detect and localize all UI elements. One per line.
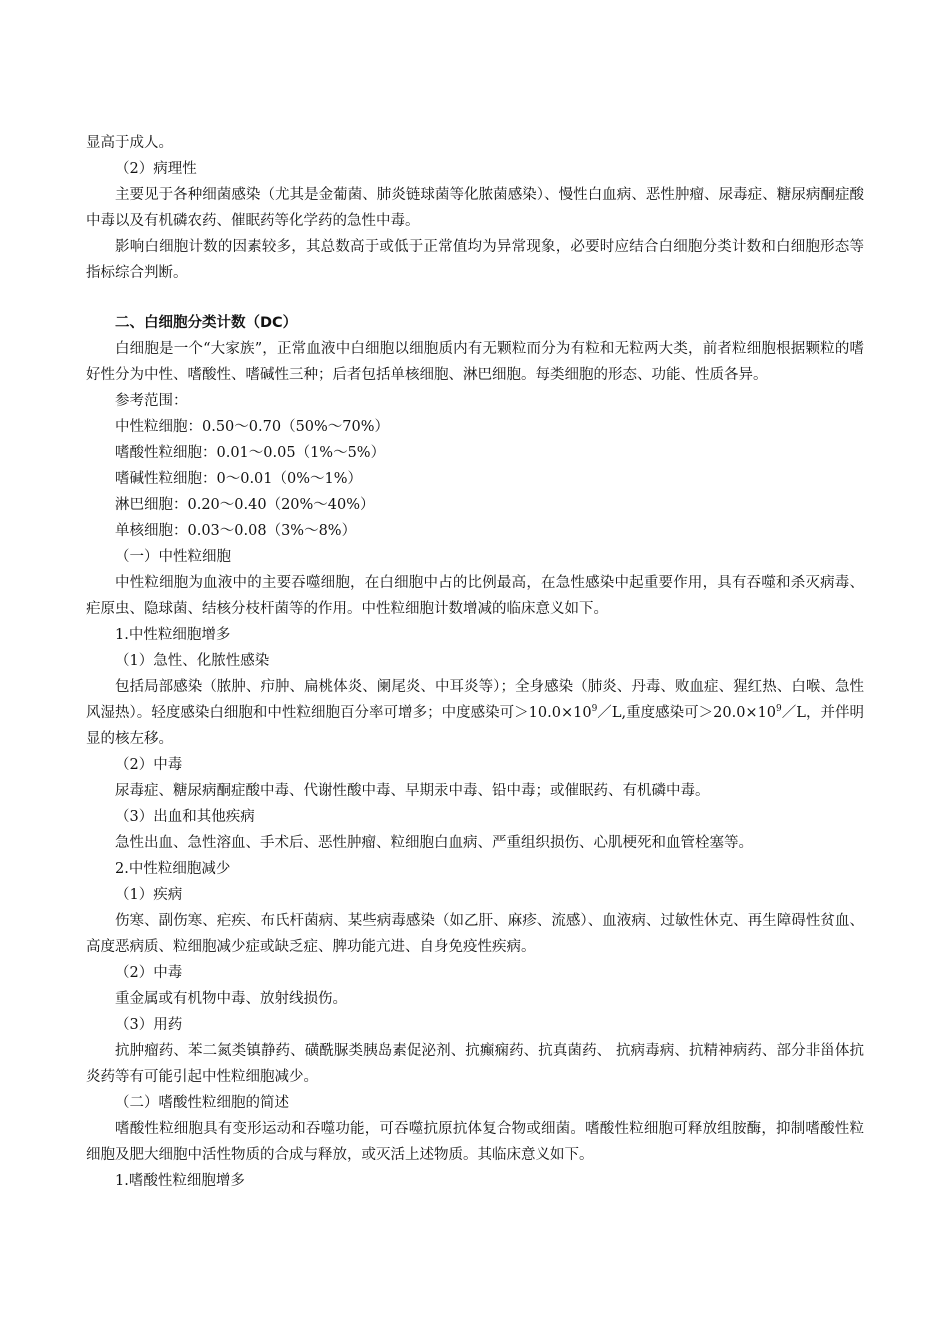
paragraph: 影响白细胞计数的因素较多，其总数高于或低于正常值均为异常现象，必要时应结合白细胞分类计数和白细胞形态等指标综合判断。 (86, 239, 864, 281)
paragraph: 中性粒细胞为血液中的主要吞噬细胞，在白细胞中占的比例最高，在急性感染中起重要作用，具有吞噬和杀灭病毒、疟原虫、隐球菌、结核分枝杆菌等的作用。中性粒细胞计数增减的临床意义如下。 (86, 575, 864, 617)
paragraph: 伤寒、副伤寒、疟疾、布氏杆菌病、某些病毒感染（如乙肝、麻疹、流感）、血液病、过敏性休克、再生障碍性贫血、高度恶病质、粒细胞减少症或缺乏症、脾功能亢进、自身免疫性疾病。 (86, 913, 864, 955)
paragraph: （一）中性粒细胞 (115, 549, 231, 565)
paragraph: 淋巴细胞：0.20～0.40（20%～40%） (115, 497, 375, 513)
paragraph: （2）中毒 (115, 757, 183, 773)
paragraph: 抗肿瘤药、苯二氮类镇静药、磺酰脲类胰岛素促泌剂、抗癫痫药、抗真菌药、 抗病毒病、抗精神病药、部分非甾体抗炎药等有可能引起中性粒细胞减少。 (86, 1043, 864, 1085)
paragraph: 中性粒细胞：0.50～0.70（50%～70%） (115, 419, 390, 435)
superscript: 9 (591, 704, 598, 714)
paragraph: 急性出血、急性溶血、手术后、恶性肿瘤、粒细胞白血病、严重组织损伤、心肌梗死和血管栓塞等。 (115, 835, 753, 851)
paragraph: 2.中性粒细胞减少 (115, 861, 231, 877)
paragraph: 嗜碱性粒细胞：0～0.01（0%～1%） (115, 471, 363, 487)
paragraph: （二）嗜酸性粒细胞的简述 (115, 1095, 289, 1111)
paragraph: 显高于成人。 (86, 135, 173, 151)
section-heading: 二、白细胞分类计数（DC） (115, 315, 298, 331)
paragraph: （1）急性、化脓性感染 (115, 653, 270, 669)
superscript: 9 (776, 704, 782, 714)
paragraph: 嗜酸性粒细胞具有变形运动和吞噬功能，可吞噬抗原抗体复合物或细菌。嗜酸性粒细胞可释放组胺酶，抑制嗜酸性粒细胞及肥大细胞中活性物质的合成与释放，或灭活上述物质。其临床意义如下。 (86, 1121, 864, 1163)
paragraph: 嗜酸性粒细胞：0.01～0.05（1%～5%） (115, 445, 386, 461)
paragraph: 尿毒症、糖尿病酮症酸中毒、代谢性酸中毒、早期汞中毒、铅中毒；或催眠药、有机磷中毒。 (115, 783, 710, 799)
paragraph: 白细胞是一个“大家族”，正常血液中白细胞以细胞质内有无颗粒而分为有粒和无粒两大类，前者粒细胞根据颗粒的嗜好性分为中性、嗜酸性、嗜碱性三种；后者包括单核细胞、淋巴细胞。每类细胞的形态、功能、性质各异。 (86, 341, 864, 383)
paragraph: （2）病理性 (115, 161, 197, 177)
paragraph: 1.嗜酸性粒细胞增多 (115, 1173, 245, 1189)
paragraph: （3）用药 (115, 1017, 183, 1033)
paragraph: 重金属或有机物中毒、放射线损伤。 (115, 991, 347, 1007)
paragraph: （3）出血和其他疾病 (115, 809, 255, 825)
paragraph: 主要见于各种细菌感染（尤其是金葡菌、肺炎链球菌等化脓菌感染）、慢性白血病、恶性肿瘤、尿毒症、糖尿病酮症酸中毒以及有机磷农药、催眠药等化学药的急性中毒。 (86, 187, 864, 229)
paragraph: 参考范围： (115, 393, 188, 409)
paragraph (86, 674, 864, 752)
paragraph: （2）中毒 (115, 965, 183, 981)
paragraph: 1.中性粒细胞增多 (115, 627, 231, 643)
text-run: ／L，并伴明显的核左移。 (86, 705, 864, 747)
paragraph: 单核细胞：0.03～0.08（3%～8%） (115, 523, 357, 539)
text-run: ／L,重度感染可＞20.0×10 (597, 705, 777, 721)
paragraph: （1）疾病 (115, 887, 183, 903)
text-run: 包括局部感染（脓肿、疖肿、扁桃体炎、阑尾炎、中耳炎等）；全身感染（肺炎、丹毒、败血症、猩红热、白喉、急性风湿热）。轻度感染白细胞和中性粒细胞百分率可增多；中度感染可＞10.0×10 (86, 679, 864, 721)
